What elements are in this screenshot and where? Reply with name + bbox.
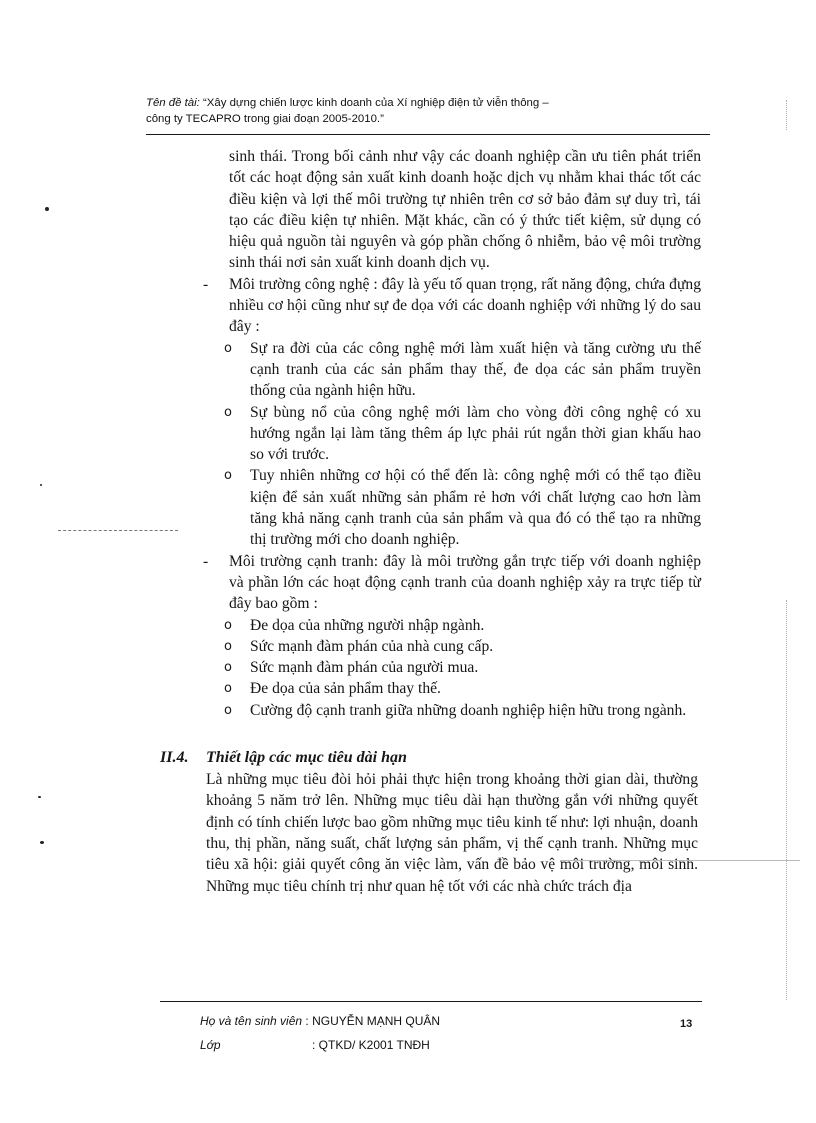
list-item xyxy=(224,615,701,636)
footer-class-label: Lớp xyxy=(200,1038,221,1052)
circle-bullet: o xyxy=(224,468,232,484)
footer-class xyxy=(200,1038,430,1052)
header-title-line-1: “Xây dựng chiến lược kinh doanh của Xí nghiệp điện tử viễn thông – xyxy=(203,97,549,109)
circle-bullet: o xyxy=(224,681,232,697)
list-item xyxy=(224,402,701,466)
footer-class-value: : QTKD/ K2001 TNĐH xyxy=(312,1038,430,1052)
list-item xyxy=(224,465,701,550)
tech-item-1: Sự ra đời của các công nghệ mới làm xuất hiện và tăng cường ưu thế cạnh tranh của các sản phẩm thay thế, đe dọa các sản phẩm truyền thống của ngành hiện hữu. xyxy=(250,339,701,400)
section-number: II.4. xyxy=(160,749,189,767)
competitive-item-5: Cường độ cạnh tranh giữa những doanh nghiệp hiện hữu trong ngành. xyxy=(250,701,687,719)
list-item xyxy=(224,678,701,699)
scan-speck xyxy=(45,207,49,211)
tech-environment-text: Môi trường công nghệ : đây là yếu tố quan trọng, rất năng động, chứa đựng nhiều cơ hội cũng như sự đe dọa với các doanh nghiệp với những lý do sau đây : xyxy=(229,275,701,336)
circle-bullet: o xyxy=(224,340,232,356)
scan-speck xyxy=(38,796,41,798)
scan-mark xyxy=(786,600,787,1000)
tech-item-3: Tuy nhiên những cơ hội có thể đến là: công nghệ mới có thể tạo điều kiện để sản xuất những sản phẩm rẻ hơn với chất lượng cao hơn làm tăng khả năng cạnh tranh của sản phẩm và qua đó có thể tạo ra những thị trường mới cho doanh nghiệp. xyxy=(250,467,701,549)
page-body xyxy=(0,146,816,897)
competitive-environment-item xyxy=(203,551,701,615)
competitive-item-2: Sức mạnh đàm phán của nhà cung cấp. xyxy=(250,637,494,655)
footer-student-value: : NGUYỄN MẠNH QUÂN xyxy=(305,1014,441,1028)
page-header xyxy=(146,95,712,127)
intro-paragraph: sinh thái. Trong bối cảnh như vậy các doanh nghiệp cần ưu tiên phát triển tốt các hoạt động sản xuất kinh doanh hoặc dịch vụ nhằm khai thác tốt các điều kiện và lợi thế môi trường tự nhiên trên cơ sở bảo đảm sự duy trì, tái tạo các điều kiện tự nhiên. Mặt khác, cần có ý thức tiết kiệm, sử dụng có hiệu quả nguồn tài nguyên và góp phần chống ô nhiễm, bảo vệ môi trường sinh thái nơi sản xuất kinh doanh dịch vụ. xyxy=(229,148,701,272)
header-title-line-2: công ty TECAPRO trong giai đoạn 2005-2010.” xyxy=(146,113,384,125)
tech-environment-item xyxy=(203,274,701,338)
scan-speck xyxy=(40,841,44,844)
header-label: Tên đề tài: xyxy=(146,97,200,109)
list-item xyxy=(224,338,701,402)
competitive-environment-text: Môi trường cạnh tranh: đây là môi trường gắn trực tiếp với doanh nghiệp và phần lớn các hoạt động cạnh tranh của doanh nghiệp xảy ra trực tiếp từ đây bao gồm : xyxy=(229,552,701,613)
dash-bullet: - xyxy=(203,552,209,570)
scan-line xyxy=(560,860,800,861)
dash-bullet: - xyxy=(203,275,209,293)
circle-bullet: o xyxy=(224,617,232,633)
footer-rule xyxy=(160,1001,702,1002)
header-rule xyxy=(146,134,710,135)
section-title: Thiết lập các mục tiêu dài hạn xyxy=(206,749,407,767)
scan-mark xyxy=(786,100,787,130)
scan-speck xyxy=(40,484,42,486)
footer-student-label: Họ và tên sinh viên xyxy=(200,1014,303,1028)
tech-item-2: Sự bùng nổ của công nghệ mới làm cho vòng đời công nghệ có xu hướng ngắn lại làm tăng thêm áp lực phải rút ngắn thời gian khấu hao so với trước. xyxy=(250,403,701,464)
list-item xyxy=(224,700,701,721)
section-paragraph: Là những mục tiêu đòi hỏi phải thực hiện trong khoảng thời gian dài, thường khoảng 5 năm trở lên. Những mục tiêu dài hạn thường gắn với những quyết định có tính chiến lược bao gồm những mục tiêu kinh tế như: lợi nhuận, doanh thu, thị phần, năng suất, chất lượng sản phẩm, vị thế cạnh tranh. Những mục tiêu xã hội: giải quyết công ăn việc làm, vấn đề bảo vệ môi trường, môi sinh. Những mục tiêu chính trị như quan hệ tốt với các nhà chức trách địa xyxy=(206,771,698,895)
competitive-item-1: Đe dọa của những người nhập ngành. xyxy=(250,616,485,634)
circle-bullet: o xyxy=(224,404,232,420)
circle-bullet: o xyxy=(224,702,232,718)
circle-bullet: o xyxy=(224,638,232,654)
footer-student xyxy=(200,1014,440,1028)
circle-bullet: o xyxy=(224,660,232,676)
competitive-item-4: Đe dọa của sản phẩm thay thế. xyxy=(250,680,441,698)
competitive-item-3: Sức mạnh đàm phán của người mua. xyxy=(250,659,479,677)
list-item xyxy=(224,636,701,657)
page-number: 13 xyxy=(680,1018,693,1030)
list-item xyxy=(224,657,701,678)
scan-line xyxy=(58,530,178,531)
